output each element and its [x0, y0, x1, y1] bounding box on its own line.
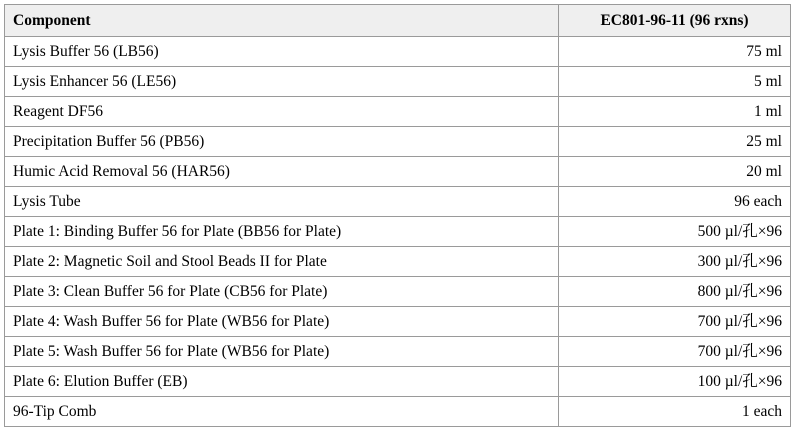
cell-amount: 300 µl/孔×96	[559, 247, 791, 277]
table-row	[5, 217, 791, 247]
cell-component: Plate 2: Magnetic Soil and Stool Beads II for Plate	[5, 247, 559, 277]
cell-component: Lysis Enhancer 56 (LE56)	[5, 67, 559, 97]
cell-component: Plate 4: Wash Buffer 56 for Plate (WB56 for Plate)	[5, 307, 559, 337]
cell-component: Lysis Tube	[5, 187, 559, 217]
cell-amount: 5 ml	[559, 67, 791, 97]
kit-contents-table	[4, 4, 791, 427]
table-row	[5, 337, 791, 367]
cell-component: 96-Tip Comb	[5, 397, 559, 427]
table-row	[5, 397, 791, 427]
table-body	[5, 37, 791, 427]
table-row	[5, 277, 791, 307]
table-row	[5, 187, 791, 217]
cell-amount: 25 ml	[559, 127, 791, 157]
table-row	[5, 247, 791, 277]
table-row	[5, 157, 791, 187]
table-row	[5, 67, 791, 97]
cell-component: Precipitation Buffer 56 (PB56)	[5, 127, 559, 157]
table-row	[5, 367, 791, 397]
cell-component: Plate 3: Clean Buffer 56 for Plate (CB56 for Plate)	[5, 277, 559, 307]
table-header	[5, 5, 791, 37]
column-header-amount: EC801-96-11 (96 rxns)	[559, 5, 791, 37]
cell-component: Plate 1: Binding Buffer 56 for Plate (BB56 for Plate)	[5, 217, 559, 247]
table-row	[5, 97, 791, 127]
cell-amount: 1 ml	[559, 97, 791, 127]
cell-amount: 96 each	[559, 187, 791, 217]
cell-amount: 700 µl/孔×96	[559, 337, 791, 367]
column-header-component: Component	[5, 5, 559, 37]
cell-component: Lysis Buffer 56 (LB56)	[5, 37, 559, 67]
cell-amount: 20 ml	[559, 157, 791, 187]
cell-amount: 75 ml	[559, 37, 791, 67]
cell-amount: 700 µl/孔×96	[559, 307, 791, 337]
cell-amount: 500 µl/孔×96	[559, 217, 791, 247]
cell-amount: 100 µl/孔×96	[559, 367, 791, 397]
cell-amount: 1 each	[559, 397, 791, 427]
table-row	[5, 127, 791, 157]
table-header-row	[5, 5, 791, 37]
cell-component: Reagent DF56	[5, 97, 559, 127]
cell-amount: 800 µl/孔×96	[559, 277, 791, 307]
cell-component: Plate 6: Elution Buffer (EB)	[5, 367, 559, 397]
table-row	[5, 307, 791, 337]
table-row	[5, 37, 791, 67]
cell-component: Humic Acid Removal 56 (HAR56)	[5, 157, 559, 187]
cell-component: Plate 5: Wash Buffer 56 for Plate (WB56 for Plate)	[5, 337, 559, 367]
